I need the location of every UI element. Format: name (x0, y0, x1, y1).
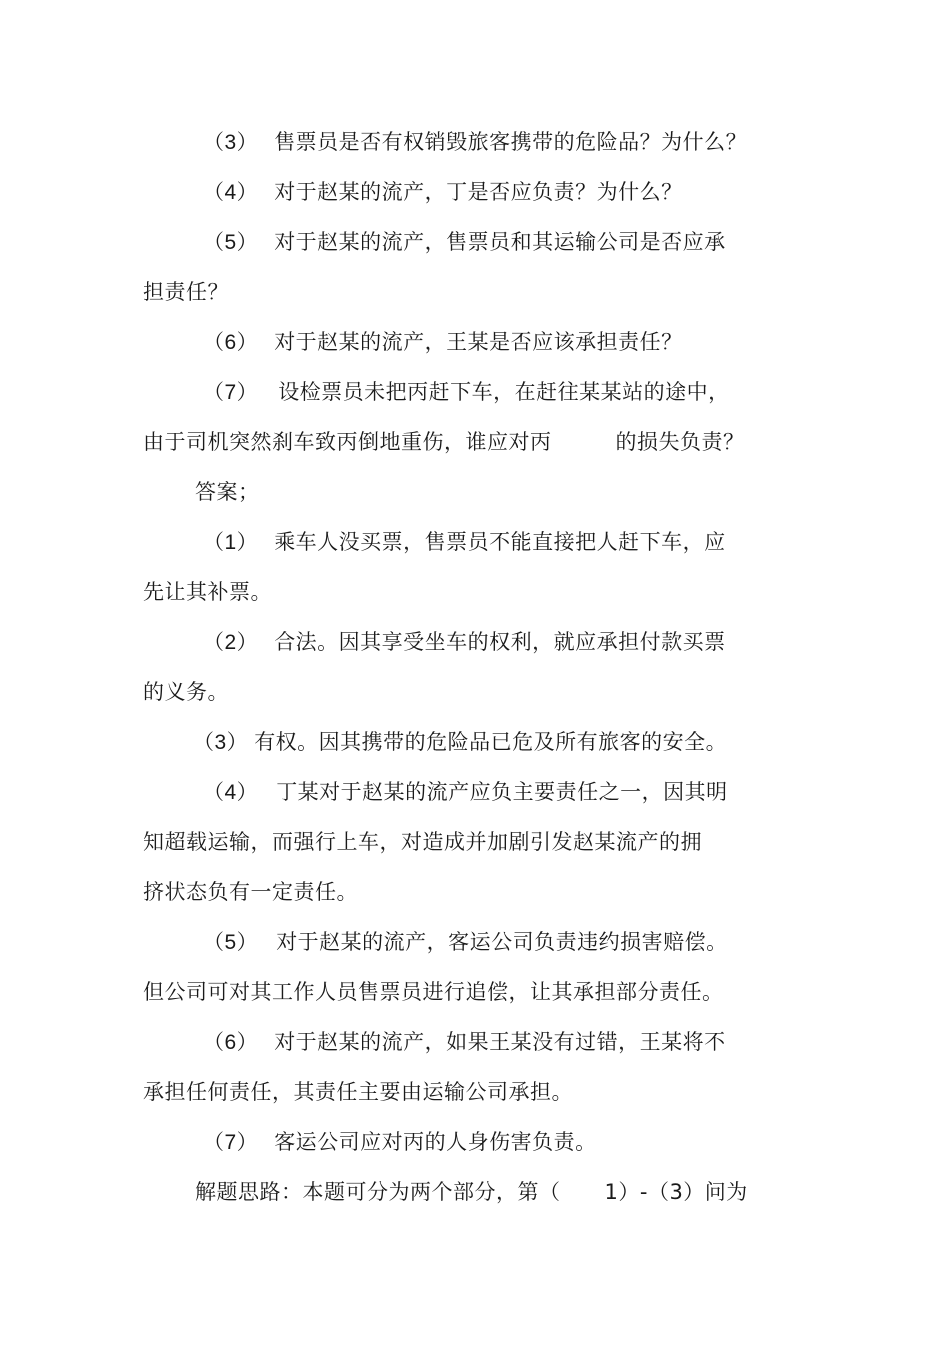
question-number: （5） (203, 231, 259, 254)
question-text: 设检票员未把丙赶下车，在赶往某某站的途中， (278, 380, 730, 404)
answer-number: （2） (203, 631, 259, 654)
answer-number: （5） (203, 931, 259, 954)
answer-text: 丁某对于赵某的流产应负主要责任之一，因其明 (276, 780, 728, 804)
answer-1 (203, 527, 726, 558)
question-text: 售票员是否有权销毁旅客携带的危险品？为什么？ (274, 130, 748, 154)
answer-6-continued: 承担任何责任，其责任主要由运输公司承担。 (143, 1080, 573, 1104)
answer-5 (203, 927, 728, 958)
question-number: （4） (203, 181, 259, 204)
answer-number: （3） (193, 731, 249, 754)
answer-2 (203, 627, 726, 658)
answer-text: 对于赵某的流产，客运公司负责违约损害赔偿。 (276, 930, 728, 954)
answer-7 (203, 1127, 597, 1158)
question-number: （6） (203, 331, 259, 354)
answer-1-continued: 先让其补票。 (143, 580, 272, 604)
analysis-line (195, 1177, 748, 1207)
answer-text: 客运公司应对丙的人身伤害负责。 (274, 1130, 597, 1154)
question-7-text-a: 由于司机突然刹车致丙倒地重伤，谁应对丙 (143, 430, 552, 454)
answer-6 (203, 1027, 726, 1058)
answer-4-continued-2: 挤状态负有一定责任。 (143, 880, 358, 904)
question-7-continued (143, 427, 745, 457)
answer-2-continued: 的义务。 (143, 680, 229, 704)
answer-heading: 答案； (195, 480, 260, 504)
answer-number: （7） (203, 1131, 259, 1154)
question-5 (203, 227, 726, 258)
answer-text: 对于赵某的流产，如果王某没有过错，王某将不 (274, 1030, 726, 1054)
question-text: 对于赵某的流产，王某是否应该承担责任？ (274, 330, 683, 354)
answer-number: （4） (203, 781, 259, 804)
analysis-part: 1）-（3）问为 (604, 1180, 748, 1204)
question-4 (203, 177, 683, 208)
question-7 (203, 377, 730, 408)
question-number: （3） (203, 131, 259, 154)
question-3 (203, 127, 747, 158)
question-text: 对于赵某的流产，丁是否应负责？为什么？ (274, 180, 683, 204)
question-7-text-b: 的损失负责？ (615, 430, 745, 454)
answer-text: 乘车人没买票，售票员不能直接把人赶下车，应 (274, 530, 726, 554)
question-6 (203, 327, 683, 358)
answer-text: 有权。因其携带的危险品已危及所有旅客的安全。 (254, 730, 728, 754)
question-number: （7） (203, 381, 259, 404)
answer-3 (193, 727, 727, 758)
answer-5-continued: 但公司可对其工作人员售票员进行追偿，让其承担部分责任。 (143, 980, 724, 1004)
answer-number: （1） (203, 531, 259, 554)
answer-4 (203, 777, 728, 808)
answer-text: 合法。因其享受坐车的权利，就应承担付款买票 (274, 630, 726, 654)
answer-number: （6） (203, 1031, 259, 1054)
question-5-continued: 担责任？ (143, 280, 229, 304)
question-text: 对于赵某的流产，售票员和其运输公司是否应承 (274, 230, 726, 254)
answer-4-continued-1: 知超载运输，而强行上车，对造成并加剧引发赵某流产的拥 (143, 830, 702, 854)
analysis-label: 解题思路：本题可分为两个部分，第（ (195, 1180, 561, 1204)
